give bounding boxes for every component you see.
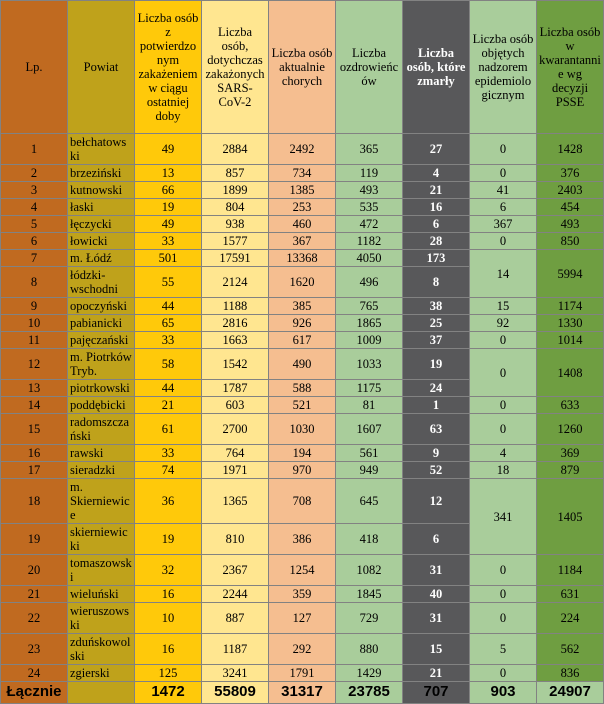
quarantine-cell: 376 <box>537 165 604 182</box>
totals-supervision: 903 <box>470 682 537 704</box>
confirmed-24h-cell: 19 <box>135 524 202 555</box>
recovered-cell: 535 <box>336 199 403 216</box>
supervision-cell: 5 <box>470 634 537 665</box>
table-body <box>1 134 604 682</box>
powiat-cell: wieluński <box>68 586 135 603</box>
supervision-cell: 14 <box>470 250 537 298</box>
column-header-lp: Lp. <box>1 1 68 134</box>
confirmed-24h-cell: 501 <box>135 250 202 267</box>
supervision-cell: 0 <box>470 134 537 165</box>
lp-cell: 10 <box>1 315 68 332</box>
supervision-cell: 0 <box>470 414 537 445</box>
confirmed-24h-cell: 16 <box>135 586 202 603</box>
powiat-cell: brzeziński <box>68 165 135 182</box>
active-cases-cell: 292 <box>269 634 336 665</box>
powiat-cell: wieruszowski <box>68 603 135 634</box>
recovered-cell: 1429 <box>336 665 403 682</box>
column-header-quarantine: Liczba osób w kwarantannie wg decyzji PSSE <box>537 1 604 134</box>
total-infected-cell: 857 <box>202 165 269 182</box>
supervision-cell: 15 <box>470 298 537 315</box>
total-infected-cell: 2124 <box>202 267 269 298</box>
powiat-cell: piotrkowski <box>68 380 135 397</box>
powiat-cell: łódzki-wschodni <box>68 267 135 298</box>
table-row <box>1 634 604 665</box>
confirmed-24h-cell: 74 <box>135 462 202 479</box>
quarantine-cell: 1408 <box>537 349 604 397</box>
confirmed-24h-cell: 13 <box>135 165 202 182</box>
column-header-active-cases: Liczba osób aktualnie chorych <box>269 1 336 134</box>
total-infected-cell: 2816 <box>202 315 269 332</box>
total-infected-cell: 2244 <box>202 586 269 603</box>
confirmed-24h-cell: 125 <box>135 665 202 682</box>
supervision-cell: 41 <box>470 182 537 199</box>
quarantine-cell: 5994 <box>537 250 604 298</box>
confirmed-24h-cell: 65 <box>135 315 202 332</box>
active-cases-cell: 460 <box>269 216 336 233</box>
supervision-cell: 0 <box>470 397 537 414</box>
total-infected-cell: 2367 <box>202 555 269 586</box>
powiat-cell: łaski <box>68 199 135 216</box>
deaths-cell: 16 <box>403 199 470 216</box>
recovered-cell: 119 <box>336 165 403 182</box>
supervision-cell: 18 <box>470 462 537 479</box>
total-infected-cell: 1663 <box>202 332 269 349</box>
powiat-cell: pabianicki <box>68 315 135 332</box>
confirmed-24h-cell: 10 <box>135 603 202 634</box>
deaths-cell: 15 <box>403 634 470 665</box>
table-row <box>1 298 604 315</box>
totals-recovered: 23785 <box>336 682 403 704</box>
totals-quarantine: 24907 <box>537 682 604 704</box>
active-cases-cell: 386 <box>269 524 336 555</box>
confirmed-24h-cell: 55 <box>135 267 202 298</box>
powiat-cell: opoczyński <box>68 298 135 315</box>
column-header-deaths: Liczba osób, które zmarły <box>403 1 470 134</box>
deaths-cell: 38 <box>403 298 470 315</box>
total-infected-cell: 1899 <box>202 182 269 199</box>
lp-cell: 20 <box>1 555 68 586</box>
powiat-cell: zgierski <box>68 665 135 682</box>
total-infected-cell: 810 <box>202 524 269 555</box>
column-header-powiat: Powiat <box>68 1 135 134</box>
recovered-cell: 1607 <box>336 414 403 445</box>
deaths-cell: 25 <box>403 315 470 332</box>
table-row <box>1 182 604 199</box>
confirmed-24h-cell: 16 <box>135 634 202 665</box>
confirmed-24h-cell: 21 <box>135 397 202 414</box>
table-row <box>1 165 604 182</box>
active-cases-cell: 385 <box>269 298 336 315</box>
quarantine-cell: 1405 <box>537 479 604 555</box>
powiat-cell: bełchatowski <box>68 134 135 165</box>
recovered-cell: 418 <box>336 524 403 555</box>
recovered-cell: 496 <box>336 267 403 298</box>
lp-cell: 16 <box>1 445 68 462</box>
supervision-cell: 0 <box>470 233 537 250</box>
totals-deaths: 707 <box>403 682 470 704</box>
table-row <box>1 349 604 380</box>
recovered-cell: 1082 <box>336 555 403 586</box>
lp-cell: 1 <box>1 134 68 165</box>
supervision-cell: 0 <box>470 332 537 349</box>
powiat-cell: m. Piotrków Tryb. <box>68 349 135 380</box>
confirmed-24h-cell: 33 <box>135 445 202 462</box>
lp-cell: 14 <box>1 397 68 414</box>
lp-cell: 24 <box>1 665 68 682</box>
table-row <box>1 134 604 165</box>
confirmed-24h-cell: 36 <box>135 479 202 524</box>
recovered-cell: 765 <box>336 298 403 315</box>
lp-cell: 6 <box>1 233 68 250</box>
deaths-cell: 8 <box>403 267 470 298</box>
table-row <box>1 397 604 414</box>
recovered-cell: 1175 <box>336 380 403 397</box>
confirmed-24h-cell: 44 <box>135 298 202 315</box>
lp-cell: 5 <box>1 216 68 233</box>
recovered-cell: 472 <box>336 216 403 233</box>
confirmed-24h-cell: 49 <box>135 216 202 233</box>
lp-cell: 4 <box>1 199 68 216</box>
quarantine-cell: 1428 <box>537 134 604 165</box>
recovered-cell: 493 <box>336 182 403 199</box>
active-cases-cell: 1791 <box>269 665 336 682</box>
total-infected-cell: 1188 <box>202 298 269 315</box>
supervision-cell: 341 <box>470 479 537 555</box>
table-row <box>1 332 604 349</box>
total-infected-cell: 603 <box>202 397 269 414</box>
deaths-cell: 21 <box>403 182 470 199</box>
quarantine-cell: 1260 <box>537 414 604 445</box>
recovered-cell: 365 <box>336 134 403 165</box>
recovered-cell: 1845 <box>336 586 403 603</box>
lp-cell: 8 <box>1 267 68 298</box>
table-row <box>1 199 604 216</box>
deaths-cell: 24 <box>403 380 470 397</box>
quarantine-cell: 2403 <box>537 182 604 199</box>
recovered-cell: 81 <box>336 397 403 414</box>
deaths-cell: 52 <box>403 462 470 479</box>
total-infected-cell: 1577 <box>202 233 269 250</box>
total-infected-cell: 1542 <box>202 349 269 380</box>
powiat-cell: rawski <box>68 445 135 462</box>
deaths-cell: 4 <box>403 165 470 182</box>
recovered-cell: 645 <box>336 479 403 524</box>
totals-active-cases: 31317 <box>269 682 336 704</box>
quarantine-cell: 850 <box>537 233 604 250</box>
totals-label: Łącznie <box>1 682 68 704</box>
totals-confirmed-24h: 1472 <box>135 682 202 704</box>
active-cases-cell: 253 <box>269 199 336 216</box>
recovered-cell: 880 <box>336 634 403 665</box>
recovered-cell: 4050 <box>336 250 403 267</box>
lp-cell: 7 <box>1 250 68 267</box>
quarantine-cell: 369 <box>537 445 604 462</box>
powiat-cell: radomszczański <box>68 414 135 445</box>
totals-total-infected: 55809 <box>202 682 269 704</box>
quarantine-cell: 631 <box>537 586 604 603</box>
deaths-cell: 19 <box>403 349 470 380</box>
deaths-cell: 40 <box>403 586 470 603</box>
quarantine-cell: 1014 <box>537 332 604 349</box>
powiat-cell: zduńskowolski <box>68 634 135 665</box>
confirmed-24h-cell: 49 <box>135 134 202 165</box>
table-row <box>1 586 604 603</box>
active-cases-cell: 1385 <box>269 182 336 199</box>
table-row <box>1 479 604 524</box>
powiat-cell: łowicki <box>68 233 135 250</box>
active-cases-cell: 359 <box>269 586 336 603</box>
confirmed-24h-cell: 19 <box>135 199 202 216</box>
confirmed-24h-cell: 33 <box>135 332 202 349</box>
table-row <box>1 555 604 586</box>
active-cases-cell: 926 <box>269 315 336 332</box>
powiat-cell: sieradzki <box>68 462 135 479</box>
deaths-cell: 6 <box>403 524 470 555</box>
recovered-cell: 949 <box>336 462 403 479</box>
lp-cell: 23 <box>1 634 68 665</box>
total-infected-cell: 1787 <box>202 380 269 397</box>
active-cases-cell: 2492 <box>269 134 336 165</box>
recovered-cell: 729 <box>336 603 403 634</box>
column-header-recovered: Liczba ozdrowieńców <box>336 1 403 134</box>
total-infected-cell: 1187 <box>202 634 269 665</box>
total-infected-cell: 804 <box>202 199 269 216</box>
total-infected-cell: 1971 <box>202 462 269 479</box>
active-cases-cell: 588 <box>269 380 336 397</box>
recovered-cell: 1033 <box>336 349 403 380</box>
table-row <box>1 414 604 445</box>
supervision-cell: 0 <box>470 165 537 182</box>
column-header-supervision: Liczba osób objętych nadzorem epidemiologicznym <box>470 1 537 134</box>
active-cases-cell: 1620 <box>269 267 336 298</box>
deaths-cell: 1 <box>403 397 470 414</box>
table-row <box>1 250 604 267</box>
active-cases-cell: 734 <box>269 165 336 182</box>
deaths-cell: 9 <box>403 445 470 462</box>
recovered-cell: 1865 <box>336 315 403 332</box>
quarantine-cell: 1330 <box>537 315 604 332</box>
confirmed-24h-cell: 66 <box>135 182 202 199</box>
supervision-cell: 92 <box>470 315 537 332</box>
supervision-cell: 0 <box>470 555 537 586</box>
supervision-cell: 367 <box>470 216 537 233</box>
confirmed-24h-cell: 32 <box>135 555 202 586</box>
total-infected-cell: 17591 <box>202 250 269 267</box>
supervision-cell: 0 <box>470 349 537 397</box>
quarantine-cell: 633 <box>537 397 604 414</box>
deaths-cell: 31 <box>403 555 470 586</box>
confirmed-24h-cell: 61 <box>135 414 202 445</box>
total-infected-cell: 764 <box>202 445 269 462</box>
active-cases-cell: 708 <box>269 479 336 524</box>
table-row <box>1 603 604 634</box>
deaths-cell: 21 <box>403 665 470 682</box>
confirmed-24h-cell: 33 <box>135 233 202 250</box>
lp-cell: 19 <box>1 524 68 555</box>
lp-cell: 3 <box>1 182 68 199</box>
total-infected-cell: 887 <box>202 603 269 634</box>
header-row <box>1 1 604 134</box>
quarantine-cell: 224 <box>537 603 604 634</box>
table-row <box>1 216 604 233</box>
total-infected-cell: 1365 <box>202 479 269 524</box>
active-cases-cell: 127 <box>269 603 336 634</box>
active-cases-cell: 13368 <box>269 250 336 267</box>
quarantine-cell: 1184 <box>537 555 604 586</box>
active-cases-cell: 617 <box>269 332 336 349</box>
recovered-cell: 1009 <box>336 332 403 349</box>
lp-cell: 11 <box>1 332 68 349</box>
table-row <box>1 315 604 332</box>
supervision-cell: 6 <box>470 199 537 216</box>
total-infected-cell: 2700 <box>202 414 269 445</box>
confirmed-24h-cell: 44 <box>135 380 202 397</box>
total-infected-cell: 3241 <box>202 665 269 682</box>
table-row <box>1 233 604 250</box>
column-header-total-infected: Liczba osób, dotychczas zakażonych SARS-CoV-2 <box>202 1 269 134</box>
supervision-cell: 4 <box>470 445 537 462</box>
lp-cell: 22 <box>1 603 68 634</box>
quarantine-cell: 454 <box>537 199 604 216</box>
powiat-cell: łęczycki <box>68 216 135 233</box>
active-cases-cell: 367 <box>269 233 336 250</box>
quarantine-cell: 879 <box>537 462 604 479</box>
recovered-cell: 1182 <box>336 233 403 250</box>
powiat-cell: m. Łódź <box>68 250 135 267</box>
deaths-cell: 6 <box>403 216 470 233</box>
active-cases-cell: 490 <box>269 349 336 380</box>
recovered-cell: 561 <box>336 445 403 462</box>
active-cases-cell: 1030 <box>269 414 336 445</box>
lp-cell: 15 <box>1 414 68 445</box>
powiat-cell: skierniewicki <box>68 524 135 555</box>
active-cases-cell: 1254 <box>269 555 336 586</box>
powiat-cell: m. Skierniewice <box>68 479 135 524</box>
lp-cell: 12 <box>1 349 68 380</box>
quarantine-cell: 493 <box>537 216 604 233</box>
lp-cell: 21 <box>1 586 68 603</box>
active-cases-cell: 521 <box>269 397 336 414</box>
lp-cell: 18 <box>1 479 68 524</box>
powiat-cell: poddębicki <box>68 397 135 414</box>
active-cases-cell: 194 <box>269 445 336 462</box>
deaths-cell: 173 <box>403 250 470 267</box>
powiat-cell: kutnowski <box>68 182 135 199</box>
deaths-cell: 28 <box>403 233 470 250</box>
deaths-cell: 27 <box>403 134 470 165</box>
active-cases-cell: 970 <box>269 462 336 479</box>
table-row <box>1 665 604 682</box>
supervision-cell: 0 <box>470 603 537 634</box>
powiat-cell: tomaszowski <box>68 555 135 586</box>
deaths-cell: 37 <box>403 332 470 349</box>
lp-cell: 13 <box>1 380 68 397</box>
column-header-confirmed-24h: Liczba osób z potwierdzonym zakażeniem w ciągu ostatniej doby <box>135 1 202 134</box>
lp-cell: 17 <box>1 462 68 479</box>
table-row <box>1 462 604 479</box>
supervision-cell: 0 <box>470 586 537 603</box>
deaths-cell: 31 <box>403 603 470 634</box>
total-infected-cell: 938 <box>202 216 269 233</box>
confirmed-24h-cell: 58 <box>135 349 202 380</box>
supervision-cell: 0 <box>470 665 537 682</box>
quarantine-cell: 836 <box>537 665 604 682</box>
quarantine-cell: 562 <box>537 634 604 665</box>
lp-cell: 9 <box>1 298 68 315</box>
powiat-cell: pajęczański <box>68 332 135 349</box>
total-infected-cell: 2884 <box>202 134 269 165</box>
quarantine-cell: 1174 <box>537 298 604 315</box>
deaths-cell: 12 <box>403 479 470 524</box>
deaths-cell: 63 <box>403 414 470 445</box>
table-header <box>1 1 604 134</box>
lp-cell: 2 <box>1 165 68 182</box>
table-row <box>1 445 604 462</box>
